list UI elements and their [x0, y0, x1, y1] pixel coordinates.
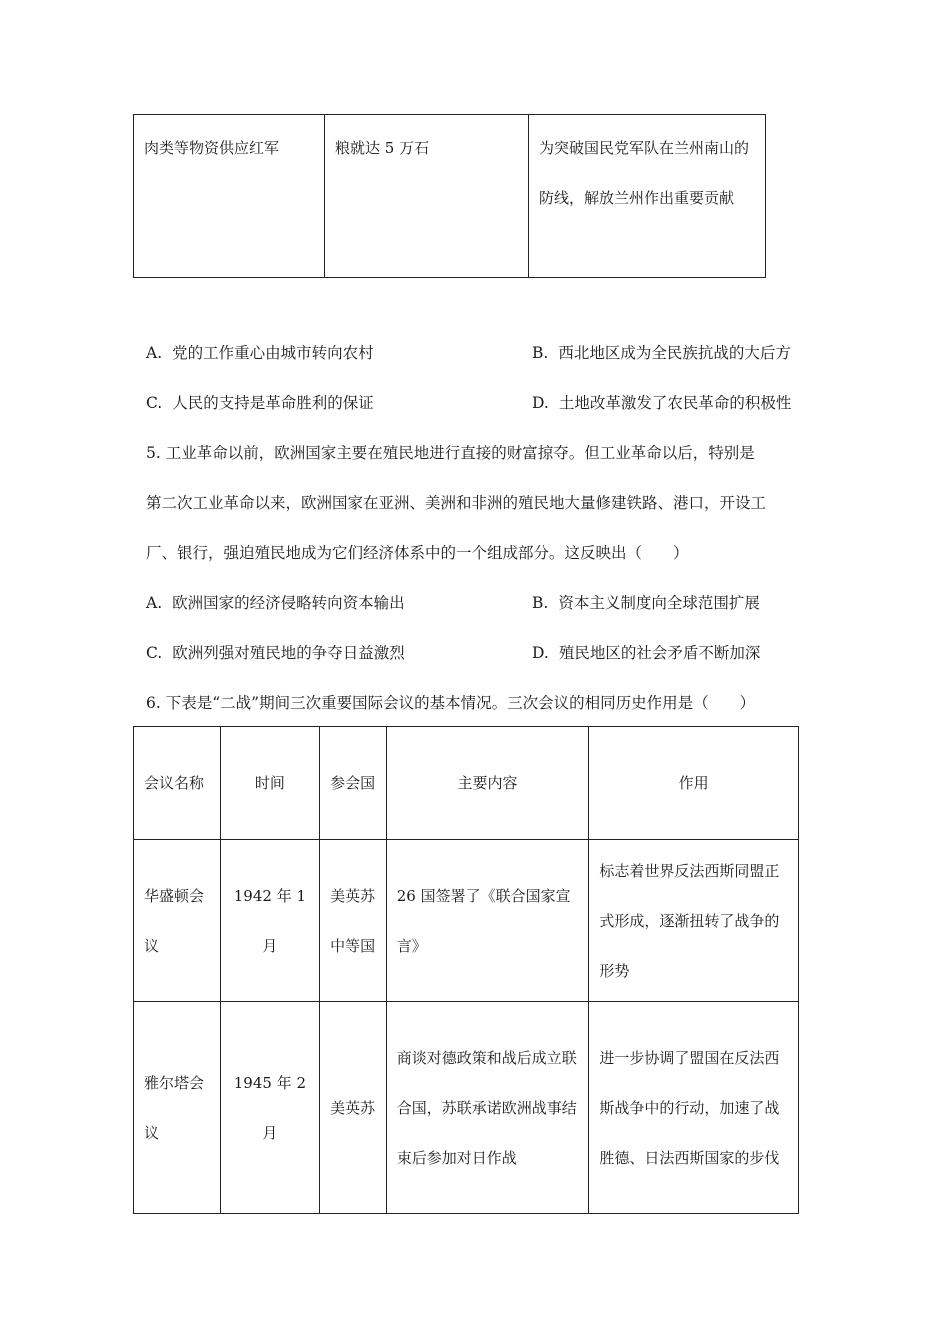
meetings-table	[133, 726, 799, 1214]
table-cell: 1945 年 2 月	[221, 1002, 319, 1214]
q4-option-b[interactable]: B. 西北地区成为全民族抗战的大后方	[532, 344, 791, 362]
table-row	[134, 1002, 799, 1214]
table-header-row	[134, 727, 799, 840]
header-cell: 会议名称	[134, 727, 221, 840]
q5-option-d[interactable]: D. 殖民地区的社会矛盾不断加深	[532, 644, 761, 662]
q6-stem: 6. 下表是“二战”期间三次重要国际会议的基本情况。三次会议的相同历史作用是（ ）	[146, 694, 756, 712]
q4-option-a[interactable]: A. 党的工作重心由城市转向农村	[146, 344, 374, 362]
table-cell: 美英苏中等国	[319, 840, 386, 1002]
table-row	[134, 115, 766, 278]
header-cell: 时间	[221, 727, 319, 840]
q5-stem-line: 5. 工业革命以前，欧洲国家主要在殖民地进行直接的财富掠夺。但工业革命以后，特别是	[146, 444, 755, 462]
table-cell: 进一步协调了盟国在反法西斯战争中的行动，加速了战胜德、日法西斯国家的步伐	[589, 1002, 799, 1214]
table-row	[134, 840, 799, 1002]
header-cell: 作用	[589, 727, 799, 840]
q5-option-c[interactable]: C. 欧洲列强对殖民地的争夺日益激烈	[146, 644, 405, 662]
table-cell: 雅尔塔会议	[134, 1002, 221, 1214]
table-cell: 标志着世界反法西斯同盟正式形成，逐渐扭转了战争的形势	[589, 840, 799, 1002]
header-cell: 主要内容	[386, 727, 589, 840]
q4-option-d[interactable]: D. 土地改革激发了农民革命的积极性	[532, 394, 792, 412]
header-cell: 参会国	[319, 727, 386, 840]
table-cell: 华盛顿会议	[134, 840, 221, 1002]
table-cell: 26 国签署了《联合国家宣言》	[386, 840, 589, 1002]
table-cell: 为突破国民党军队在兰州南山的防线，解放兰州作出重要贡献	[529, 115, 766, 278]
q5-stem-line: 第二次工业革命以来，欧洲国家在亚洲、美洲和非洲的殖民地大量修建铁路、港口，开设工	[146, 494, 767, 512]
table-cell: 粮就达 5 万石	[325, 115, 529, 278]
q5-option-b[interactable]: B. 资本主义制度向全球范围扩展	[532, 594, 760, 612]
table-cell: 美英苏	[319, 1002, 386, 1214]
table-cell: 肉类等物资供应红军	[134, 115, 325, 278]
table-cell: 1942 年 1 月	[221, 840, 319, 1002]
q5-option-a[interactable]: A. 欧洲国家的经济侵略转向资本输出	[146, 594, 405, 612]
q4-option-c[interactable]: C. 人民的支持是革命胜利的保证	[146, 394, 374, 412]
table-cell: 商谈对德政策和战后成立联合国，苏联承诺欧洲战事结束后参加对日作战	[386, 1002, 589, 1214]
table-continuation	[133, 114, 766, 278]
q5-stem-line: 厂、银行，强迫殖民地成为它们经济体系中的一个组成部分。这反映出（ ）	[146, 544, 689, 562]
